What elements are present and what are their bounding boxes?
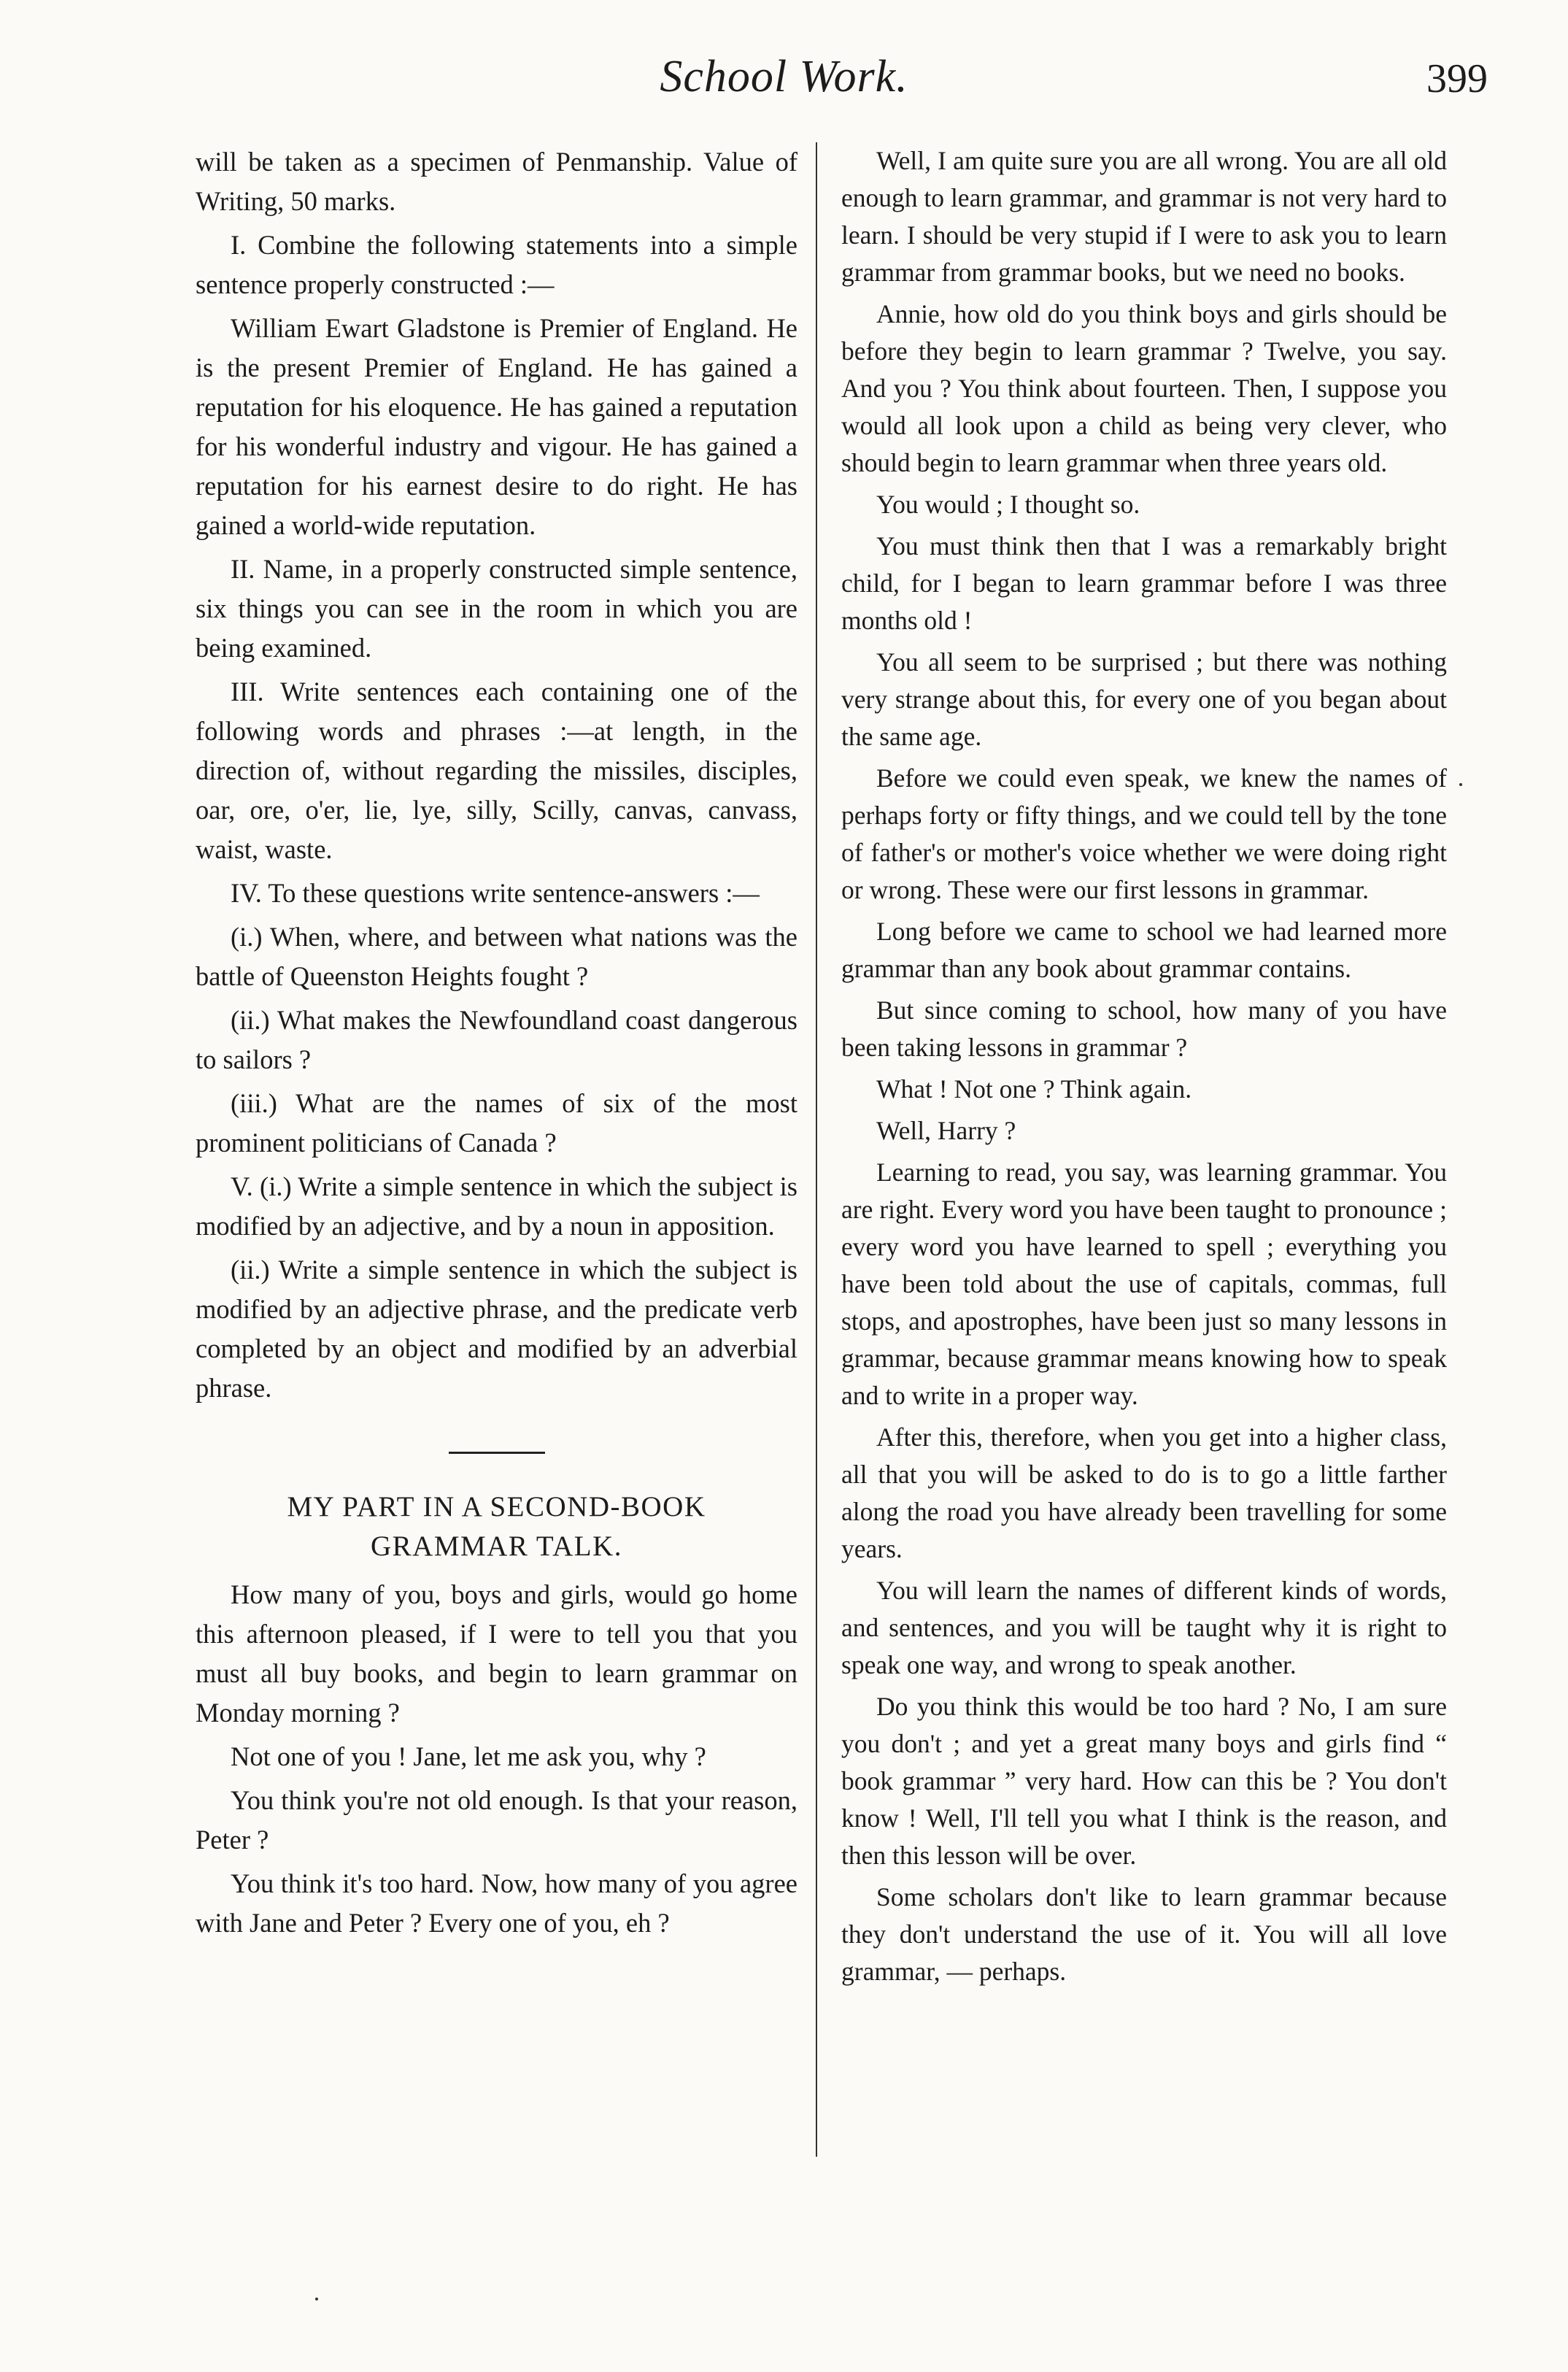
paragraph: Learning to read, you say, was learning grammar. You are right. Every word you have been taught to pronounce ; every word you have learned to spell ; everything you have been told about the use of capitals, commas, full stops, and apostrophes, have been just so many lessons in grammar, because grammar means knowing how to speak and to write in a proper way. bbox=[841, 1158, 1447, 1410]
paragraph: Not one of you ! Jane, let me ask you, why ? bbox=[231, 1741, 706, 1771]
paragraph: You will learn the names of different kinds of words, and sentences, and you will be taught why it is right to speak one way, and wrong to speak another. bbox=[841, 1576, 1447, 1679]
paragraph: William Ewart Gladstone is Premier of England. He is the present Premier of England. He has gained a reputation for his eloquence. He has gained a reputation for his wonderful industry and vigour. He has gained a reputation for his earnest desire to do right. He has gained a world-wide reputation. bbox=[196, 313, 797, 540]
paragraph: will be taken as a specimen of Penmanship. Value of Writing, 50 marks. bbox=[196, 147, 797, 216]
section-heading-line: MY PART IN A SECOND-BOOK bbox=[287, 1491, 706, 1522]
paragraph: How many of you, boys and girls, would go home this afternoon pleased, if I were to tell you that you must all buy books, and begin to learn grammar on Monday morning ? bbox=[196, 1579, 797, 1728]
paragraph: You think you're not old enough. Is that your reason, Peter ? bbox=[196, 1785, 797, 1855]
ink-speck bbox=[1459, 783, 1462, 786]
paragraph: II. Name, in a properly constructed simple sentence, six things you can see in the room in which you are being examined. bbox=[196, 554, 797, 663]
paragraph: What ! Not one ? Think again. bbox=[876, 1074, 1192, 1104]
paragraph: I. Combine the following statements into a simple sentence properly constructed :— bbox=[196, 230, 797, 299]
running-head-title: School Work. bbox=[660, 52, 908, 101]
paragraph: Some scholars don't like to learn grammar because they don't understand the use of it. You will all love grammar, — perhaps. bbox=[841, 1882, 1447, 1986]
paragraph: IV. To these questions write sentence-answers :— bbox=[231, 878, 760, 908]
column-divider bbox=[816, 142, 817, 2157]
paragraph: Well, Harry ? bbox=[876, 1116, 1016, 1145]
section-heading bbox=[196, 1487, 797, 1566]
paragraph: (ii.) What makes the Newfoundland coast dangerous to sailors ? bbox=[196, 1005, 797, 1074]
page-number: 399 bbox=[1426, 56, 1488, 101]
ink-speck bbox=[315, 2298, 318, 2300]
left-column bbox=[196, 142, 797, 1947]
section-heading-line: GRAMMAR TALK. bbox=[370, 1530, 623, 1562]
section-separator-rule bbox=[449, 1452, 545, 1454]
paragraph: You would ; I thought so. bbox=[876, 490, 1140, 519]
paragraph: You think it's too hard. Now, how many of you agree with Jane and Peter ? Every one of you, eh ? bbox=[196, 1868, 797, 1938]
paragraph: (i.) When, where, and between what nations was the battle of Queenston Heights fought ? bbox=[196, 922, 797, 991]
paragraph: After this, therefore, when you get into a higher class, all that you will be asked to do is to go a little farther along the road you have already been travelling for some years. bbox=[841, 1422, 1447, 1563]
paragraph: You must think then that I was a remarkably bright child, for I began to learn grammar before I was three months old ! bbox=[841, 531, 1447, 635]
paragraph: But since coming to school, how many of you have been taking lessons in grammar ? bbox=[841, 996, 1447, 1062]
paragraph: Annie, how old do you think boys and girls should be before they begin to learn grammar ? Twelve, you say. And you ? You think about fourteen. Then, I suppose you would all look upon a child as being very clever, who should begin to learn grammar when three years old. bbox=[841, 299, 1447, 477]
right-column bbox=[841, 142, 1447, 1995]
paragraph: Well, I am quite sure you are all wrong. You are all old enough to learn grammar, and grammar is not very hard to learn. I should be very stupid if I were to ask you to learn grammar from grammar books, but we need no books. bbox=[841, 146, 1447, 287]
paragraph: (ii.) Write a simple sentence in which the subject is modified by an adjective phrase, and the predicate verb completed by an object and modified by an adverbial phrase. bbox=[196, 1255, 797, 1403]
paragraph: You all seem to be surprised ; but there was nothing very strange about this, for every one of you began about the same age. bbox=[841, 647, 1447, 751]
paragraph: Do you think this would be too hard ? No, I am sure you don't ; and yet a great many boys and girls find “ book grammar ” very hard. How can this be ? You don't know ! Well, I'll tell you what I think is the reason, and then this lesson will be over. bbox=[841, 1692, 1447, 1870]
paragraph: Long before we came to school we had learned more grammar than any book about grammar contains. bbox=[841, 917, 1447, 983]
paragraph: Before we could even speak, we knew the names of perhaps forty or fifty things, and we could tell by the tone of father's or mother's voice whether we were doing right or wrong. These were our first lessons in grammar. bbox=[841, 763, 1447, 904]
paragraph: (iii.) What are the names of six of the most prominent politicians of Canada ? bbox=[196, 1088, 797, 1158]
paragraph: V. (i.) Write a simple sentence in which the subject is modified by an adjective, and by a noun in apposition. bbox=[196, 1171, 797, 1241]
paragraph: III. Write sentences each containing one of the following words and phrases :—at length, in the direction of, without regarding the missiles, disciples, oar, ore, o'er, lie, lye, silly, Scilly, canvas, canvass, waist, waste. bbox=[196, 677, 797, 864]
